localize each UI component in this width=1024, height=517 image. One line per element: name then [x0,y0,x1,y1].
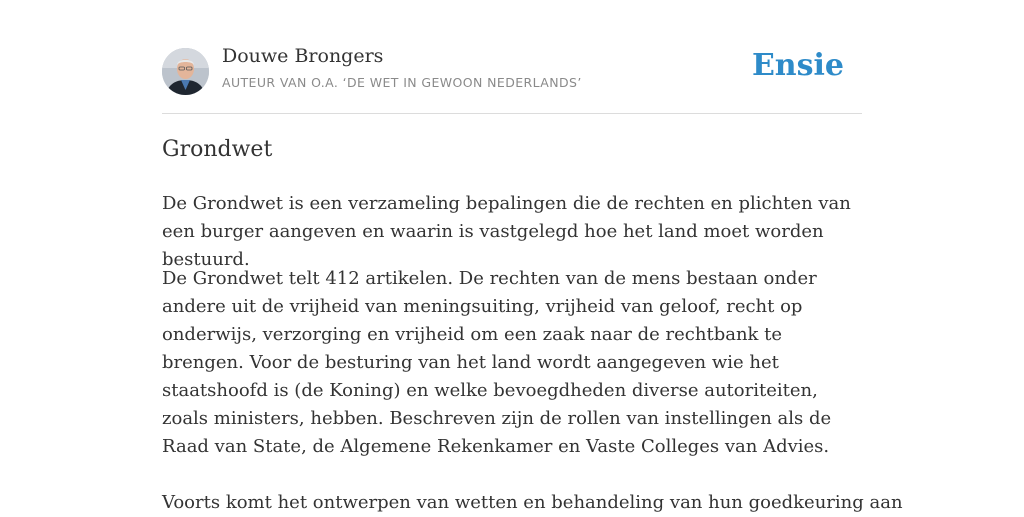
article-paragraph: De Grondwet telt 412 artikelen. De rechten van de mens bestaan onder andere uit de vrijheid van meningsuiting, vrijheid van geloof, recht op onderwijs, verzorging en vrijheid om een zaak naar de rechtbank te brengen. Voor de besturing van het land wordt aangegeven wie het staatshoofd is (de Koning) en welke bevoegdheden diverse autoriteiten, zoals ministers, hebben. Beschreven zijn de rollen van instellingen als de Raad van State, de Algemene Rekenkamer en Vaste Colleges van Advies. [162,268,832,457]
ensie-logo[interactable]: Ensie [751,48,844,83]
article-paragraph: De Grondwet is een verzameling bepalingen die de rechten en plichten van een burger aangeven en waarin is vastgelegd hoe het land moet worden bestuurd. [162,193,851,270]
author-subtitle: AUTEUR VAN O.A. ‘DE WET IN GEWOON NEDERLANDS’ [222,75,582,90]
author-header [162,0,862,114]
article-title: Grondwet [162,137,273,162]
author-avatar[interactable] [162,48,209,95]
avatar-image [162,48,209,95]
author-name[interactable]: Douwe Brongers [222,45,384,67]
article-container [162,0,903,513]
article-paragraph: Voorts komt het ontwerpen van wetten en behandeling van hun goedkeuring aan [162,492,903,513]
